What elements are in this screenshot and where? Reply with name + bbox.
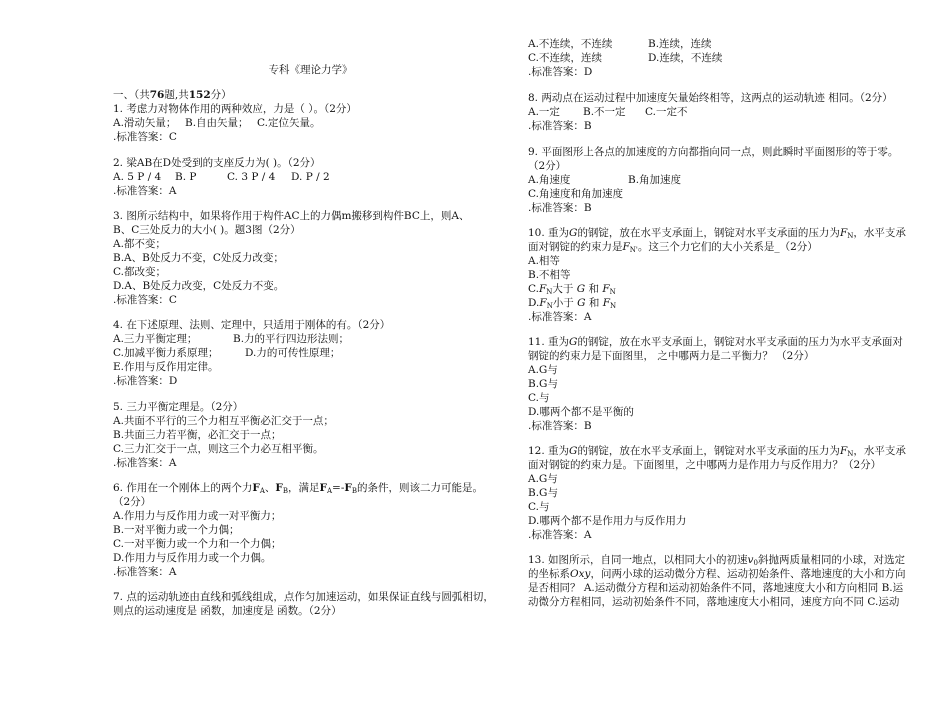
page-title: 专科《理论力学》 <box>268 64 353 76</box>
question-1 <box>113 102 508 144</box>
question-stem: 7. 点的运动轨迹由直线和弧线组成，点作匀加速运动，如果保证直线与圆弧相切， <box>113 591 494 603</box>
option-d: D.作用力与反作用力或一个力偶。 <box>113 552 272 564</box>
question-stem: 9. 平面图形上各点的加速度的方向都指向同一点，则此瞬时平面图形的等于零。 <box>528 146 899 158</box>
question-2 <box>113 156 508 198</box>
options-row <box>113 116 508 130</box>
question-stem: 13. 如图所示，自同一地点，以相同大小的初速$v_0$斜抛两质量相同的小球，对选定 <box>528 554 905 567</box>
option-b: B.A、B处反力不变，C处反力改变； <box>113 252 284 264</box>
option-c: C.角速度和角加速度 <box>528 188 623 200</box>
option-a: A.共面不平行的三个力相互平衡必汇交于一点； <box>113 415 334 427</box>
standard-answer: .标准答案：D <box>113 375 178 387</box>
question-stem: 2. 梁AB在D处受到的支座反力为( )。（2分） <box>113 157 321 169</box>
option-c: C.与 <box>528 392 550 404</box>
option-e: E.作用与反作用定律。 <box>113 361 219 373</box>
question-10 <box>528 226 928 324</box>
standard-answer: .标准答案：B <box>528 420 592 432</box>
options-row <box>528 51 928 65</box>
question-stem: 面对钢锭的约束力是。下面图里，之中哪两力是作用力与反作用力？（2分） <box>528 459 882 471</box>
option-c: C. 3 P / 4 <box>227 171 276 183</box>
option-d: D.A、B处反力改变，C处反力不变。 <box>113 280 285 292</box>
option-d: $D.F_N$小于 G 和 $F_N$ <box>528 297 617 310</box>
option-c: C.与 <box>528 501 550 513</box>
option-d: D.哪两个都不是作用力与反作用力 <box>528 515 687 527</box>
question-7 <box>113 590 508 618</box>
option-a: A. 5 P / 4 <box>113 171 162 183</box>
option-b: B.角加速度 <box>628 174 682 186</box>
question-stem: 则点的运动速度是 函数，加速度是 函数。（2分） <box>113 605 342 617</box>
question-stem: 8. 两动点在运动过程中加速度矢量始终相等，这两点的运动轨迹 相同。（2分） <box>528 92 893 104</box>
question-3 <box>113 209 508 307</box>
question-4 <box>113 318 508 388</box>
option-a: A.不连续，不连续 <box>528 38 613 50</box>
question-score: （2分） <box>113 496 152 508</box>
question-13 <box>528 553 928 609</box>
question-stem: 6. 作用在一个刚体上的两个力$F_A$、$F_B$，满足$F_A=-F_B$的条件，则该二力可能是。 <box>113 482 484 495</box>
option-c: C.加减平衡力系原理； <box>113 347 219 359</box>
question-score: （2分） <box>528 160 567 172</box>
standard-answer: .标准答案：C <box>113 294 177 306</box>
option-c: C.不连续，连续 <box>528 52 602 64</box>
option-a: A.一定 <box>528 106 560 118</box>
standard-answer: .标准答案：A <box>113 566 177 578</box>
option-a: A.角速度 <box>528 174 571 186</box>
option-b: B.共面三力若平衡，必汇交于一点； <box>113 429 282 441</box>
option-b: B.不相等 <box>528 269 571 281</box>
question-6 <box>113 481 508 579</box>
option-b: B.力的平行四边形法则； <box>233 333 350 345</box>
standard-answer: .标准答案：D <box>528 66 593 78</box>
option-b: B.不一定 <box>583 106 626 118</box>
option-d: D.力的可传性原理； <box>245 347 341 359</box>
question-9 <box>528 145 928 215</box>
option-b: B.G与 <box>528 378 558 390</box>
standard-answer: .标准答案：A <box>528 311 592 323</box>
standard-answer: .标准答案：B <box>528 120 592 132</box>
question-stem: 动微分方程相同，运动初始条件不同，落地速度大小相同，速度方向不同 C.运动 <box>528 596 900 608</box>
question-5 <box>113 400 508 470</box>
options-row <box>528 105 928 119</box>
question-stem: 12. 重为G的钢锭，放在水平支承面上，钢锭对水平支承面的压力为$F_N$，水平支承 <box>528 445 906 458</box>
options-row <box>113 170 508 184</box>
question-stem: 是否相同？ A.运动微分方程和运动初始条件不同，落地速度大小和方向相同 B.运 <box>528 582 904 594</box>
options-row <box>113 346 508 360</box>
option-d: D. P / 2 <box>291 171 330 183</box>
question-stem: 4. 在下述原理、法则、定理中，只适用于刚体的有。（2分） <box>113 319 391 331</box>
option-a: A.都不变； <box>113 238 166 250</box>
question-stem: B、C三处反力的大小( )。题3图（2分） <box>113 224 301 236</box>
option-a: A.G与 <box>528 473 558 485</box>
section-header: 一、（共76题,共152分） <box>113 89 232 101</box>
options-row <box>528 37 928 51</box>
standard-answer: .标准答案：A <box>528 529 592 541</box>
option-b: B.连续，连续 <box>648 38 712 50</box>
options-row <box>528 173 928 187</box>
options-row <box>113 332 508 346</box>
question-stem: 的坐标系Oxy，问两小球的运动微分方程、运动初始条件、落地速度的大小和方向 <box>528 568 906 580</box>
option-a: A.作用力与反作用力或一对平衡力； <box>113 510 282 522</box>
question-stem: 面对钢锭的约束力是$F_{N'}$。这三个力它们的大小关系是_（2分） <box>528 241 818 254</box>
question-stem: 3. 图所示结构中，如果将作用于构件AC上的力偶m搬移到构件BC上，则A、 <box>113 210 470 222</box>
option-a: A.滑动矢量； <box>113 117 177 129</box>
option-a: A.三力平衡定理； <box>113 333 198 345</box>
question-stem: 5. 三力平衡定理是。（2分） <box>113 401 244 413</box>
option-c: C.一对平衡力或一个力和一个力偶； <box>113 538 282 550</box>
question-12 <box>528 444 928 542</box>
question-8 <box>528 91 928 133</box>
question-stem: 1. 考虑力对物体作用的两种效应，力是（ ）。（2分） <box>113 103 357 115</box>
option-d: D.连续，不连续 <box>648 52 723 64</box>
option-b: B.自由矢量； <box>185 117 249 129</box>
option-b: B.G与 <box>528 487 558 499</box>
option-c: $C.F_N$大于 G 和 $F_N$ <box>528 283 616 296</box>
option-b: B.一对平衡力或一个力偶； <box>113 524 240 536</box>
standard-answer: .标准答案：C <box>113 131 177 143</box>
option-b: B. P <box>175 171 197 183</box>
question-7-options <box>528 37 928 79</box>
option-c: C.定位矢量。 <box>257 117 321 129</box>
question-stem: 10. 重为G的钢锭，放在水平支承面上，钢锭对水平支承面的压力为$F_N$，水平支承 <box>528 227 906 240</box>
standard-answer: .标准答案：A <box>113 457 177 469</box>
option-a: A.G与 <box>528 364 558 376</box>
option-d: D.哪两个都不是平衡的 <box>528 406 634 418</box>
standard-answer: .标准答案：B <box>528 202 592 214</box>
question-stem: 钢锭的约束力是下面图里， 之中哪两力是二平衡力？ （2分） <box>528 350 815 362</box>
question-stem: 11. 重为G的钢锭，放在水平支承面上，钢锭对水平支承面的压力为水平支承面对 <box>528 336 903 348</box>
option-c: C.一定不 <box>645 106 688 118</box>
standard-answer: .标准答案：A <box>113 185 177 197</box>
option-a: A.相等 <box>528 255 560 267</box>
option-c: C.三力汇交于一点，则这三个力必互相平衡。 <box>113 443 324 455</box>
question-11 <box>528 335 928 433</box>
option-c: C.都改变； <box>113 266 166 278</box>
